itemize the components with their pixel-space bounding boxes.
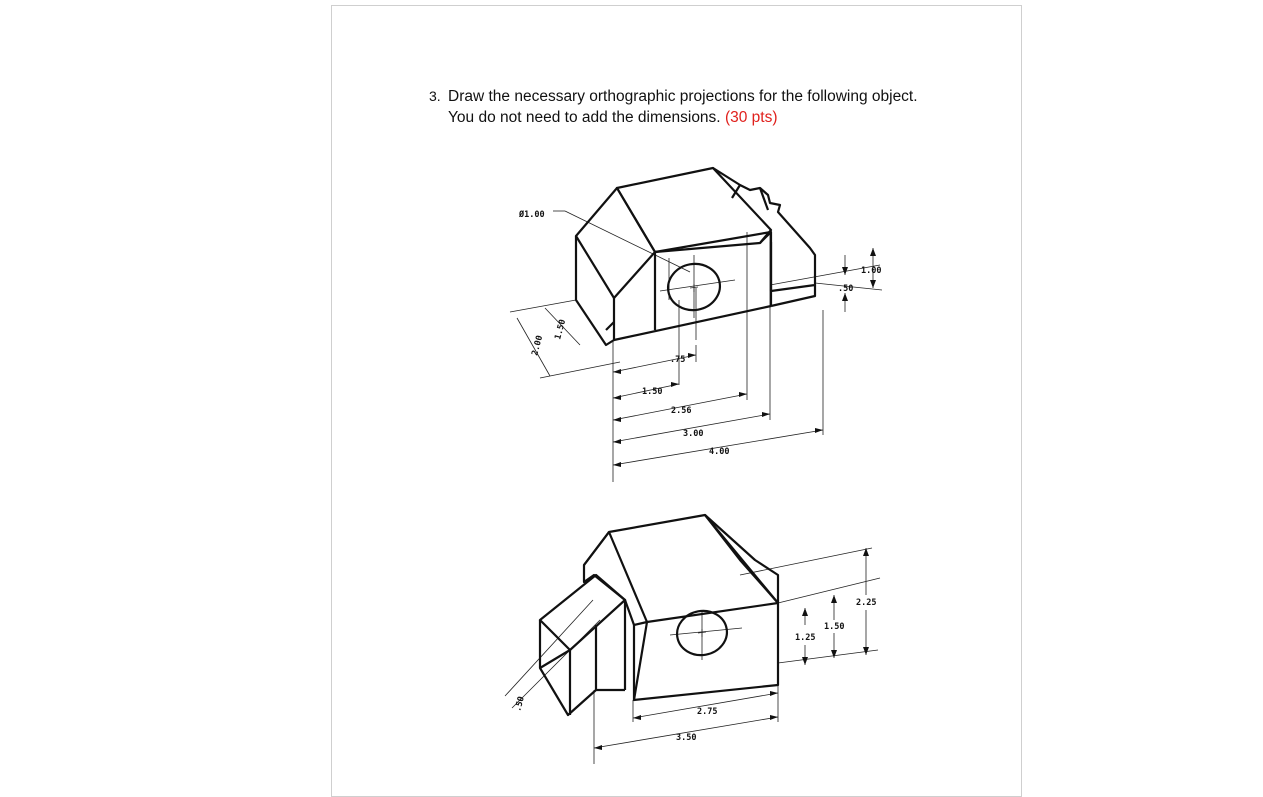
dim-275: 2.75 <box>697 707 718 717</box>
dim-125: 1.25 <box>795 633 816 643</box>
dim-300: 3.00 <box>683 429 704 439</box>
view2-arrows <box>594 548 869 750</box>
dim-225: 2.25 <box>856 598 877 608</box>
diameter-label: Ø1.00 <box>519 210 545 220</box>
question-line-1: 3. Draw the necessary orthographic projections for the following object. <box>429 88 918 105</box>
dim-256: 2.56 <box>671 406 692 416</box>
isometric-view-2 <box>505 515 880 764</box>
question-number: 3. <box>429 88 441 104</box>
dim-400: 4.00 <box>709 447 730 457</box>
dim-050: .50 <box>838 284 854 294</box>
dim-150: 1.50 <box>642 387 663 397</box>
dim-075: .75 <box>670 355 686 365</box>
dim-100: 1.00 <box>861 266 882 276</box>
view1-dimension-lines <box>510 211 882 482</box>
view2-object-outline <box>540 515 778 715</box>
isometric-view-1 <box>510 168 882 482</box>
view1-arrows <box>613 248 876 467</box>
dim-050-v2: .50 <box>513 695 527 713</box>
question-line-2: You do not need to add the dimensions. (30 pts) <box>448 109 778 126</box>
dim-150-vertical: 1.50 <box>553 318 569 341</box>
points-label: (30 pts) <box>724 109 778 126</box>
view1-object-outline <box>576 168 815 345</box>
dim-150-v2: 1.50 <box>824 622 845 632</box>
dim-350: 3.50 <box>676 733 697 743</box>
dim-200: 2.00 <box>530 334 546 357</box>
